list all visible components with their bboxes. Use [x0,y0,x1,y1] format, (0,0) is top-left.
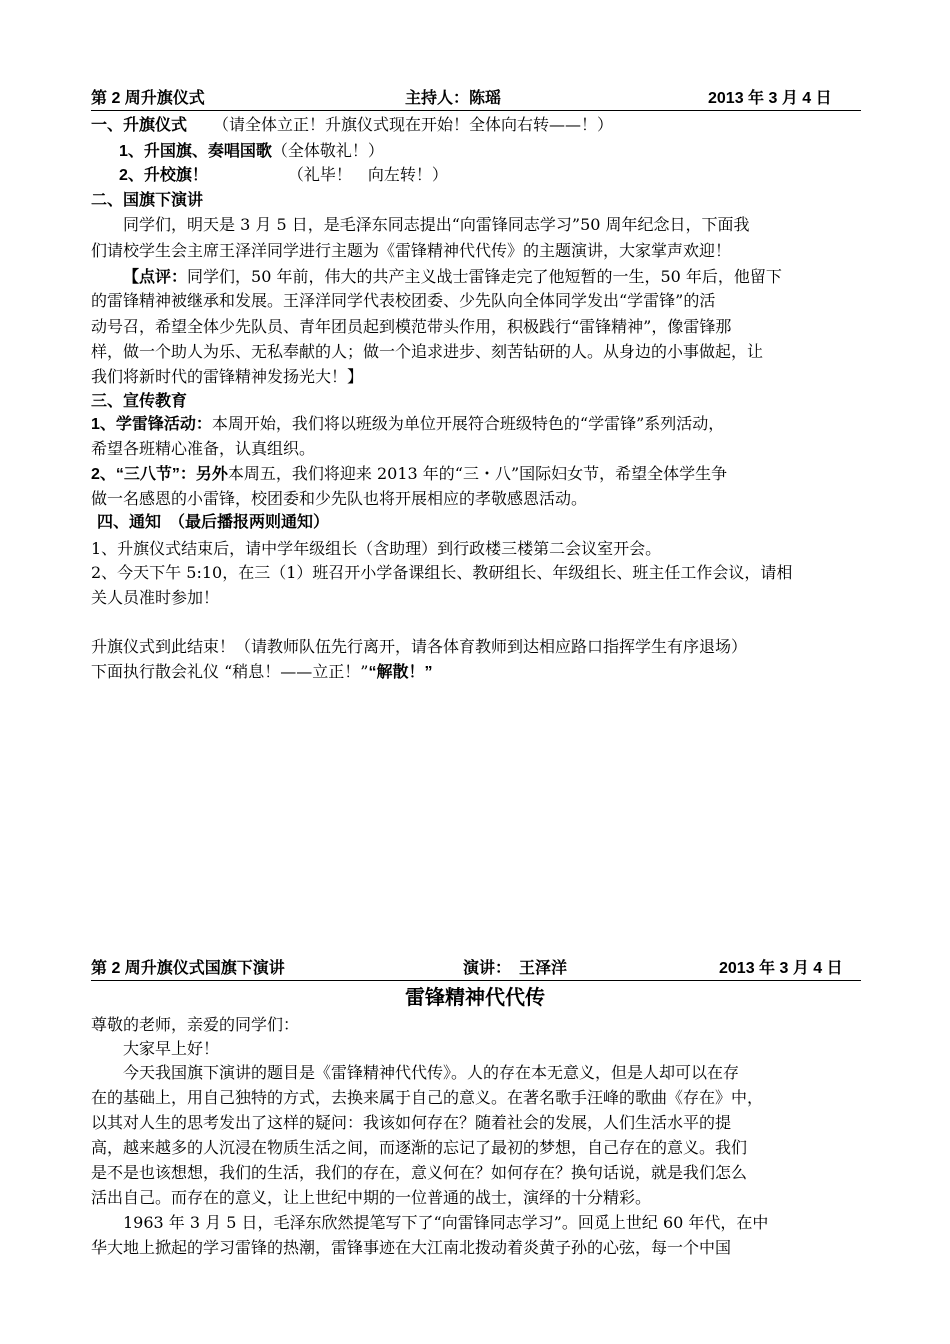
section3-item2-label: 2、“三八节”：另外 [91,466,228,483]
section3-title: 三、宣传教育 [91,393,188,410]
section3-item2 [91,461,861,487]
section3-item1-label: 1、学雷锋活动： [91,416,212,433]
speech-title: 雷锋精神代代传 [405,987,545,1009]
comment-text: 同学们，50 年前，伟大的共产主义战士雷锋走完了他短暂的一生，50 年后，他留下 [187,267,782,286]
section3-item1 [91,411,861,437]
speech-line: 高，越来越多的人沉浸在物质生活之间，而逐渐的忘记了最初的梦想，自己存在的意义。我们 [91,1138,748,1157]
comment-line: 样，做一个助人为乐、无私奉献的人；做一个追求进步、刻苦钻研的人。从身边的小事做起，让 [91,342,764,361]
speech-salutation: 尊敬的老师，亲爱的同学们： [91,1015,300,1034]
speech-line: 活出自己。而存在的意义，让上世纪中期的一位普通的战士，演绎的十分精彩。 [91,1188,652,1207]
item1-note: （全体敬礼！） [271,141,384,160]
speech-greeting: 大家早上好！ [123,1039,220,1058]
item2-note: （礼毕！ 向左转！） [287,165,448,184]
item2-label: 2、升校旗！ [119,167,208,184]
closing-line-2 [91,659,861,685]
speech-line: 华大地上掀起的学习雷锋的热潮，雷锋事迹在大江南北拨动着炎黄子孙的心弦，每一个中国 [91,1238,732,1257]
section2-title: 二、国旗下演讲 [91,192,204,209]
notice-line: 2、今天下午 5:10，在三（1）班召开小学备课组长、教研组长、年级组长、班主任工作会议，请相 [91,563,793,582]
section3-item2-text: 本周五，我们将迎来 2013 年的“三・八”国际妇女节，希望全体学生争 [227,464,728,483]
comment-line: 我们将新时代的雷锋精神发扬光大！】 [91,367,364,386]
header-bar-1 [91,88,861,111]
header-host: 主持人：陈瑶 [405,90,502,107]
notice-line: 1、升旗仪式结束后，请中学年级组长（含助理）到行政楼三楼第二会议室开会。 [91,539,662,558]
section1-item2 [91,162,889,188]
speech-line: 以其对人生的思考发出了这样的疑问：我该如何存在？随着社会的发展，人们生活水平的提 [91,1113,732,1132]
section2-p1-line: 们请校学生会主席王泽洋同学进行主题为《雷锋精神代代传》的主题演讲，大家掌声欢迎！ [91,241,732,260]
speech-header-speaker: 演讲： 王泽洋 [463,960,568,977]
notice-line: 关人员准时参加！ [91,588,220,607]
section3-item2-cont: 做一名感恩的小雷锋，校团委和少先队也将开展相应的孝敬感恩活动。 [91,489,588,508]
section1-title: 一、升旗仪式 [91,117,188,134]
section1-heading-line [91,112,861,138]
header-title: 第 2 周升旗仪式 [91,90,205,107]
comment-line: 动号召，希望全体少先队员、青年团员起到模范带头作用，积极践行“雷锋精神”，像雷锋那 [91,317,732,336]
comment-first-line [91,264,893,290]
closing-line-1: 升旗仪式到此结束！（请教师队伍先行离开，请各体育教师到达相应路口指挥学生有序退场） [91,637,748,656]
section2-p1-line: 同学们，明天是 3 月 5 日，是毛泽东同志提出“向雷锋同志学习”50 周年纪念日，下面我 [123,215,750,234]
speech-header-title: 第 2 周升旗仪式国旗下演讲 [91,960,285,977]
closing-command: 下面执行散会礼仪 “稍息！——立正！” [91,662,369,681]
item1-label: 1、升国旗、奏唱国歌 [119,143,272,160]
section4-title: 四、通知 （最后播报两则通知） [97,514,330,531]
header-bar-2 [91,958,861,981]
speech-line: 1963 年 3 月 5 日，毛泽东欣然提笔写下了“向雷锋同志学习”。回觅上世纪 60 年代，在中 [123,1213,769,1232]
speech-line: 今天我国旗下演讲的题目是《雷锋精神代代传》。人的存在本无意义，但是人却可以在存 [123,1063,740,1082]
dismiss-command: “解散！” [368,664,433,681]
speech-header-date: 2013 年 3 月 4 日 [719,960,843,977]
comment-line: 的雷锋精神被继承和发展。王泽洋同学代表校团委、少先队向全体同学发出“学雷锋”的活 [91,291,716,310]
section3-item1-text: 本周开始，我们将以班级为单位开展符合班级特色的“学雷锋”系列活动， [211,414,725,433]
speech-line: 在的基础上，用自己独特的方式，去换来属于自己的意义。在著名歌手汪峰的歌曲《存在》中， [91,1088,764,1107]
header-date: 2013 年 3 月 4 日 [708,90,832,107]
comment-label: 【点评： [123,269,188,286]
section1-item1 [91,138,889,164]
speech-line: 是不是也该想想，我们的生活，我们的存在，意义何在？如何存在？换句话说，就是我们怎么 [91,1163,748,1182]
section1-note: （请全体立正！升旗仪式现在开始！全体向右转——！） [213,115,614,134]
section3-item1-cont: 希望各班精心准备，认真组织。 [91,439,316,458]
